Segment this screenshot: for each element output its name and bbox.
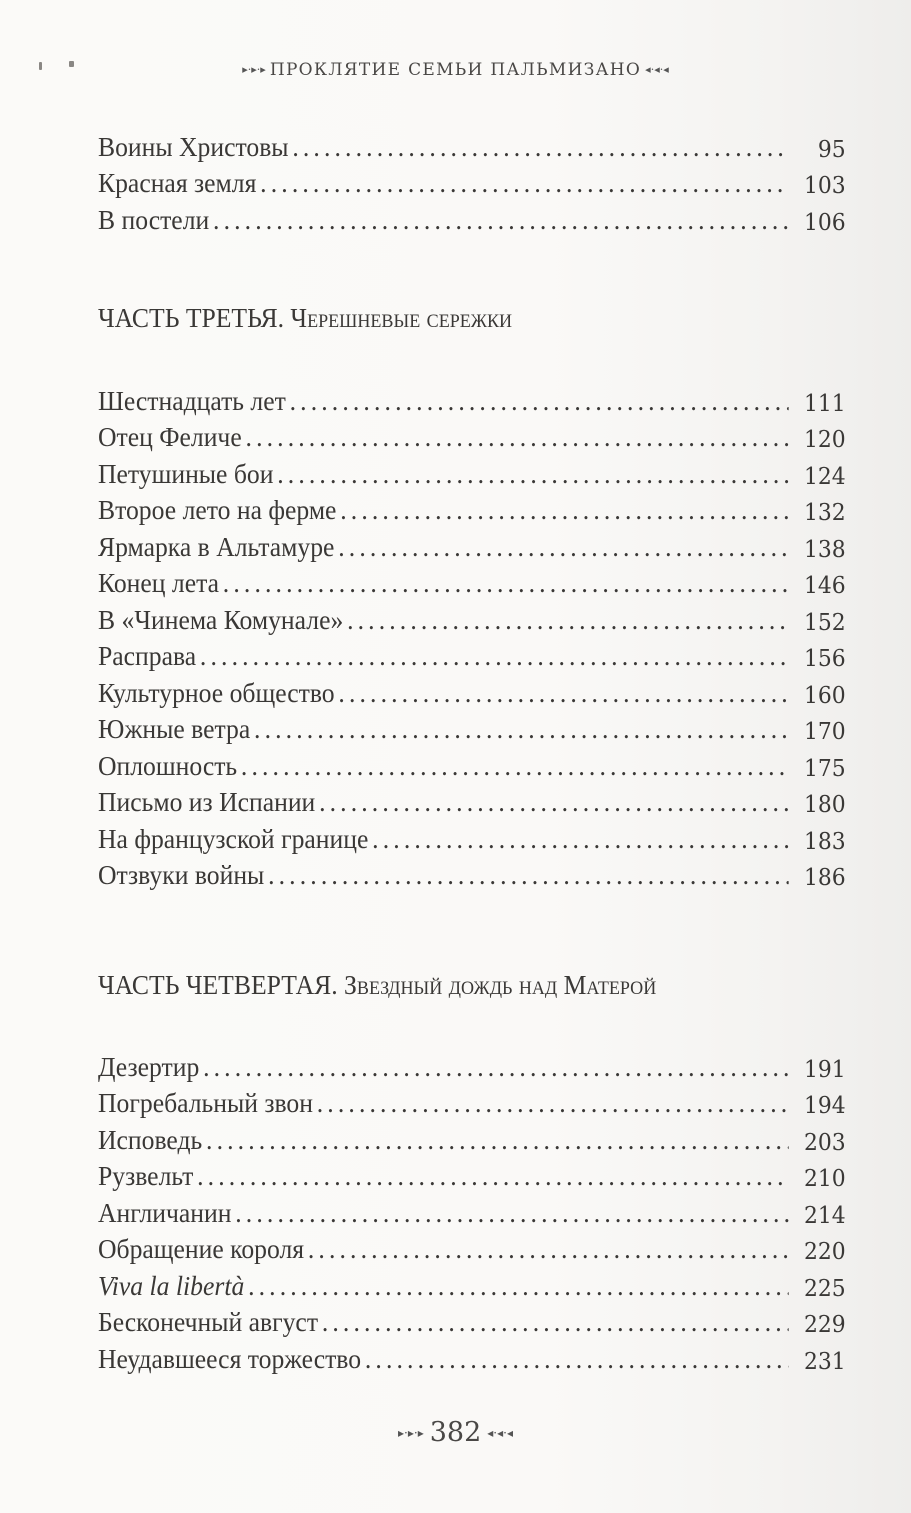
- part-three-heading: [98, 303, 512, 334]
- toc-entry[interactable]: [98, 1302, 848, 1339]
- toc-entry[interactable]: [98, 1046, 848, 1083]
- toc-entry[interactable]: [98, 453, 848, 490]
- toc-entry[interactable]: [98, 599, 848, 636]
- toc-entry[interactable]: [98, 855, 848, 892]
- leader-dots: [292, 132, 788, 163]
- leader-dots: [372, 824, 788, 855]
- leader-dots: [277, 459, 788, 490]
- leader-dots: [319, 787, 789, 818]
- part-label: ЧАСТЬ ЧЕТВЕРТАЯ.: [98, 970, 338, 1000]
- toc-entry-title: Англичанин: [98, 1197, 232, 1228]
- toc-entry[interactable]: [98, 745, 848, 782]
- toc-entry-page: 210: [803, 1166, 846, 1192]
- toc-entry-title: В «Чинема Комунале»: [98, 604, 344, 635]
- toc-entry[interactable]: [98, 1265, 848, 1302]
- toc-entry-title: Неудавшееся торжество: [98, 1343, 362, 1374]
- toc-entry-title: Воины Христовы: [98, 131, 289, 162]
- ornament-left-icon: ▸·▸·▸: [242, 63, 266, 76]
- toc-entry[interactable]: [98, 126, 848, 163]
- leader-dots: [213, 205, 789, 236]
- leader-dots: [235, 1198, 788, 1229]
- leader-dots: [365, 1344, 789, 1375]
- toc-entry-page: 120: [803, 427, 846, 453]
- toc-entry[interactable]: [98, 1119, 848, 1156]
- leader-dots: [340, 495, 788, 526]
- toc-entry[interactable]: [98, 417, 848, 454]
- toc-entry-title: Бесконечный август: [98, 1307, 319, 1337]
- part-four-heading: [98, 970, 656, 1001]
- toc-entry-page: 124: [803, 463, 846, 490]
- toc-entry-page: 229: [803, 1312, 846, 1338]
- toc-entry-page: 156: [803, 646, 846, 672]
- toc-part-four-section: [98, 1046, 848, 1375]
- toc-entry-page: 186: [803, 865, 846, 891]
- toc-entry[interactable]: [98, 490, 848, 527]
- toc-entry-title: Петушиные бои: [98, 458, 274, 489]
- toc-entry-page: 183: [803, 828, 846, 855]
- part-subtitle: Черешневые сережки: [290, 303, 513, 333]
- leader-dots: [200, 641, 789, 672]
- toc-entry-page: 152: [803, 609, 846, 636]
- toc-entry-title: Обращение короля: [98, 1234, 305, 1264]
- toc-entry-page: 231: [803, 1348, 846, 1375]
- toc-entry-title: Второе лето на ферме: [98, 495, 337, 525]
- toc-entry[interactable]: [98, 1156, 848, 1193]
- leader-dots: [241, 751, 789, 782]
- toc-entry-title: Шестнадцать лет: [98, 385, 286, 416]
- running-head: [0, 60, 911, 80]
- toc-entry[interactable]: [98, 526, 848, 563]
- toc-entry-page: 111: [803, 390, 846, 417]
- toc-entry-page: 146: [803, 573, 846, 599]
- leader-dots: [338, 532, 788, 563]
- toc-entry-title: Отец Феличе: [98, 422, 242, 452]
- toc-entry[interactable]: [98, 818, 848, 855]
- toc-entry-title: Культурное общество: [98, 677, 335, 708]
- part-subtitle: Звездный дождь над Матерой: [344, 970, 657, 1000]
- toc-part-three-section: [98, 380, 848, 891]
- toc-entry-title: Погребальный звон: [98, 1088, 313, 1118]
- toc-entry-title: На французской границе: [98, 823, 369, 854]
- toc-entry-page: 180: [803, 792, 846, 818]
- leader-dots: [254, 714, 789, 745]
- book-title: ПРОКЛЯТИЕ СЕМЬИ ПАЛЬМИЗАНО: [269, 60, 642, 80]
- toc-entry-page: 170: [803, 719, 846, 745]
- ornament-right-icon: ◂·◂·◂: [645, 63, 669, 76]
- toc-entry-page: 191: [803, 1056, 846, 1083]
- ornament-left-icon: ▸·▸·▸: [398, 1426, 424, 1440]
- toc-continued-section: [98, 126, 848, 236]
- page-folio: [0, 1417, 911, 1448]
- toc-entry[interactable]: [98, 1229, 848, 1266]
- toc-entry[interactable]: [98, 563, 848, 600]
- toc-entry-title: Конец лета: [98, 568, 220, 598]
- toc-entry[interactable]: [98, 199, 848, 236]
- leader-dots: [322, 1307, 789, 1338]
- leader-dots: [223, 568, 789, 599]
- toc-entry-title: Ярмарка в Альтамуре: [98, 531, 335, 562]
- leader-dots: [308, 1234, 789, 1265]
- toc-entry-title: Рузвельт: [98, 1161, 194, 1191]
- toc-entry-page: 160: [803, 682, 846, 709]
- toc-entry-page: 203: [803, 1129, 846, 1156]
- leader-dots: [317, 1088, 789, 1119]
- toc-entry-title: Красная земля: [98, 168, 257, 198]
- toc-entry[interactable]: [98, 636, 848, 673]
- toc-entry-title: В постели: [98, 204, 210, 235]
- toc-entry-page: 194: [803, 1093, 846, 1119]
- toc-entry[interactable]: [98, 1192, 848, 1229]
- leader-dots: [203, 1052, 789, 1083]
- toc-entry-title: Южные ветра: [98, 714, 251, 744]
- leader-dots: [290, 386, 789, 417]
- toc-entry-page: 225: [803, 1275, 846, 1302]
- toc-entry-page: 103: [803, 173, 846, 199]
- toc-entry-title: Расправа: [98, 641, 197, 671]
- part-label: ЧАСТЬ ТРЕТЬЯ.: [98, 303, 284, 333]
- leader-dots: [246, 422, 789, 453]
- toc-entry-page: 132: [803, 500, 846, 526]
- ornament-right-icon: ◂·◂·◂: [487, 1426, 513, 1440]
- toc-entry-title: Оплошность: [98, 750, 238, 781]
- leader-dots: [206, 1125, 789, 1156]
- toc-entry-title: Исповедь: [98, 1124, 203, 1155]
- toc-entry[interactable]: [98, 782, 848, 819]
- leader-dots: [347, 605, 789, 636]
- toc-entry[interactable]: [98, 380, 848, 417]
- toc-entry-title: Письмо из Испании: [98, 787, 316, 817]
- leader-dots: [197, 1161, 789, 1192]
- leader-dots: [268, 860, 789, 891]
- leader-dots: [338, 678, 788, 709]
- page-number: 382: [429, 1417, 482, 1448]
- toc-entry-page: 214: [803, 1202, 846, 1229]
- toc-entry[interactable]: [98, 1083, 848, 1120]
- toc-entry[interactable]: [98, 709, 848, 746]
- leader-dots: [248, 1271, 789, 1302]
- toc-entry[interactable]: [98, 163, 848, 200]
- toc-entry-title: Дезертир: [98, 1051, 200, 1082]
- toc-entry[interactable]: [98, 1338, 848, 1375]
- toc-entry-page: 106: [803, 209, 846, 236]
- toc-entry-page: 175: [803, 755, 846, 782]
- toc-entry-page: 138: [803, 536, 846, 563]
- toc-entry-page: 220: [803, 1239, 846, 1265]
- toc-entry-page: 95: [817, 136, 846, 163]
- toc-entry-title: Отзвуки войны: [98, 860, 265, 890]
- toc-entry-title: Viva la libertà: [98, 1270, 245, 1301]
- leader-dots: [260, 168, 788, 199]
- toc-entry[interactable]: [98, 672, 848, 709]
